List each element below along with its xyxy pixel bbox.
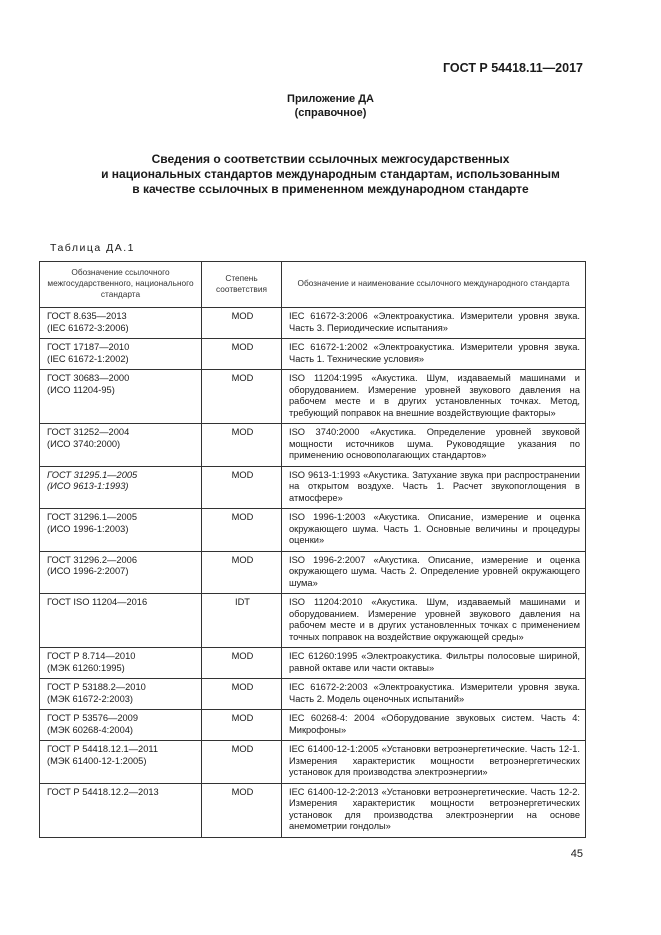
document-id: ГОСТ Р 54418.11—2017 [442,61,583,75]
national-standard-line: (IEC 61672-3:2006) [47,322,129,333]
annex-subtitle: (справочное) [294,107,367,119]
table-body [40,308,586,838]
national-standard-line: ГОСТ Р 8.714—2010 [47,651,136,661]
national-standard-line: ГОСТ Р 53188.2—2010 [47,682,146,692]
national-standard-line: (ИСО 1996-1:2003) [47,523,129,534]
annex-heading [0,152,661,197]
table-row [40,370,586,424]
table-row [40,509,586,552]
table-row [40,679,586,710]
cell-international-standard: ISO 11204:1995 «Акустика. Шум, издаваемый машинами и оборудованием. Измерение уровней звукового давления на рабочем месте и в других установленных точках. Метод, требующий поправок на внешние воздействующие факторы» [282,370,586,424]
cell-national-standard [40,308,202,339]
table-row [40,424,586,467]
national-standard-line: ГОСТ 31295.1—2005 [47,469,138,480]
table-row [40,594,586,648]
cell-international-standard: IEC 61672-1:2002 «Электроакустика. Измерители уровня звука. Часть 1. Технические условия» [282,339,586,370]
cell-degree: MOD [202,308,282,339]
table-row [40,466,586,509]
cell-degree: MOD [202,466,282,509]
annex-header [0,92,661,120]
cell-international-standard: IEC 61672-2:2003 «Электроакустика. Измерители уровня звука. Часть 2. Модель оценочных испытаний» [282,679,586,710]
cell-degree: MOD [202,509,282,552]
table-row [40,710,586,741]
national-standard-line: (МЭК 61400-12-1:2005) [47,755,147,766]
national-standard-line: ГОСТ 30683—2000 [47,373,130,383]
cell-national-standard [40,594,202,648]
table-label: Таблица ДА.1 [50,242,135,254]
annex-title: Приложение ДА [287,93,374,105]
national-standard-line: (МЭК 60268-4:2004) [47,724,134,735]
national-standard-line: (МЭК 61260:1995) [47,662,125,673]
cell-international-standard: ISO 9613-1:1993 «Акустика. Затухание звука при распространении на открытом воздухе. Часть 1. Расчет звукопоглощения в атмосфере» [282,466,586,509]
correspondence-table [39,261,586,838]
cell-international-standard: ISO 1996-1:2003 «Акустика. Описание, измерение и оценка окружающего шума. Часть 1. Основные величины и процедуры оценки» [282,509,586,552]
cell-international-standard: ISO 3740:2000 «Акустика. Определение уровней звуковой мощности источников шума. Руководящие указания по применению основополагающих стандартов» [282,424,586,467]
cell-degree: MOD [202,339,282,370]
national-standard-line: (ИСО 11204-95) [47,384,115,395]
cell-national-standard [40,424,202,467]
national-standard-line: ГОСТ 31296.2—2006 [47,554,137,565]
national-standard-line: ГОСТ 31252—2004 [47,427,130,437]
table-row [40,308,586,339]
cell-national-standard [40,370,202,424]
cell-degree: MOD [202,648,282,679]
national-standard-line: ГОСТ ISO 11204—2016 [47,597,148,607]
column-header-degree: Степень соответствия [202,262,282,308]
national-standard-line: ГОСТ Р 54418.12.2—2013 [47,786,159,797]
table-header-row [40,262,586,308]
table-row [40,339,586,370]
cell-national-standard [40,710,202,741]
table-row [40,648,586,679]
national-standard-line: (IEC 61672-1:2002) [47,353,129,364]
table-row [40,741,586,784]
national-standard-line: (ИСО 9613-1:1993) [47,481,129,491]
table-row [40,783,586,837]
cell-degree: MOD [202,551,282,594]
cell-degree: IDT [202,594,282,648]
national-standard-line: (МЭК 61672-2:2003) [47,693,134,704]
national-standard-line: ГОСТ 31296.1—2005 [47,512,137,522]
national-standard-line: ГОСТ 8.635—2013 [47,311,127,321]
national-standard-line: ГОСТ Р 54418.12.1—2011 [47,744,159,754]
annex-heading-line: в качестве ссылочных в примененном международном стандарте [132,182,529,196]
national-standard-line: ГОСТ 17187—2010 [47,342,130,352]
cell-international-standard: ISO 1996-2:2007 «Акустика. Описание, измерение и оценка окружающего шума. Часть 2. Определение уровней окружающего шума» [282,551,586,594]
cell-degree: MOD [202,679,282,710]
cell-international-standard: IEC 60268-4: 2004 «Оборудование звуковых систем. Часть 4: Микрофоны» [282,710,586,741]
cell-degree: MOD [202,370,282,424]
cell-national-standard [40,339,202,370]
table-row [40,551,586,594]
cell-international-standard: IEC 61400-12-1:2005 «Установки ветроэнергетические. Часть 12-1. Измерения характеристик мощности ветроэнергетических установок для производства электроэнергии» [282,741,586,784]
annex-heading-line: и национальных стандартов международным стандартам, использованным [101,167,560,181]
column-header-international: Обозначение и наименование ссылочного международного стандарта [282,262,586,308]
column-header-national: Обозначение ссылочного межгосударственного, национального стандарта [40,262,202,308]
cell-national-standard [40,679,202,710]
cell-national-standard [40,466,202,509]
cell-national-standard [40,509,202,552]
cell-degree: MOD [202,710,282,741]
cell-degree: MOD [202,741,282,784]
cell-national-standard [40,551,202,594]
national-standard-line: ГОСТ Р 53576—2009 [47,713,139,723]
cell-international-standard: IEC 61260:1995 «Электроакустика. Фильтры полосовые шириной, равной октаве или части октавы» [282,648,586,679]
annex-heading-line: Сведения о соответствии ссылочных межгосударственных [151,152,510,166]
cell-national-standard [40,783,202,837]
national-standard-line: (ИСО 3740:2000) [47,438,121,449]
cell-national-standard [40,648,202,679]
cell-degree: MOD [202,424,282,467]
cell-international-standard: ISO 11204:2010 «Акустика. Шум, издаваемый машинами и оборудованием. Измерение уровней звукового давления на рабочем месте и в других установленных точках с применением точных поправок на воздействие окружающей среды» [282,594,586,648]
cell-international-standard: IEC 61400-12-2:2013 «Установки ветроэнергетические. Часть 12-2. Измерения характеристик мощности ветроэнергетических установок для производства электроэнергии на основе анемометрии гондолы» [282,783,586,837]
cell-national-standard [40,741,202,784]
national-standard-line: (ИСО 1996-2:2007) [47,566,129,576]
cell-international-standard: IEC 61672-3:2006 «Электроакустика. Измерители уровня звука. Часть 3. Периодические испытания» [282,308,586,339]
cell-degree: MOD [202,783,282,837]
page-number: 45 [570,848,583,860]
